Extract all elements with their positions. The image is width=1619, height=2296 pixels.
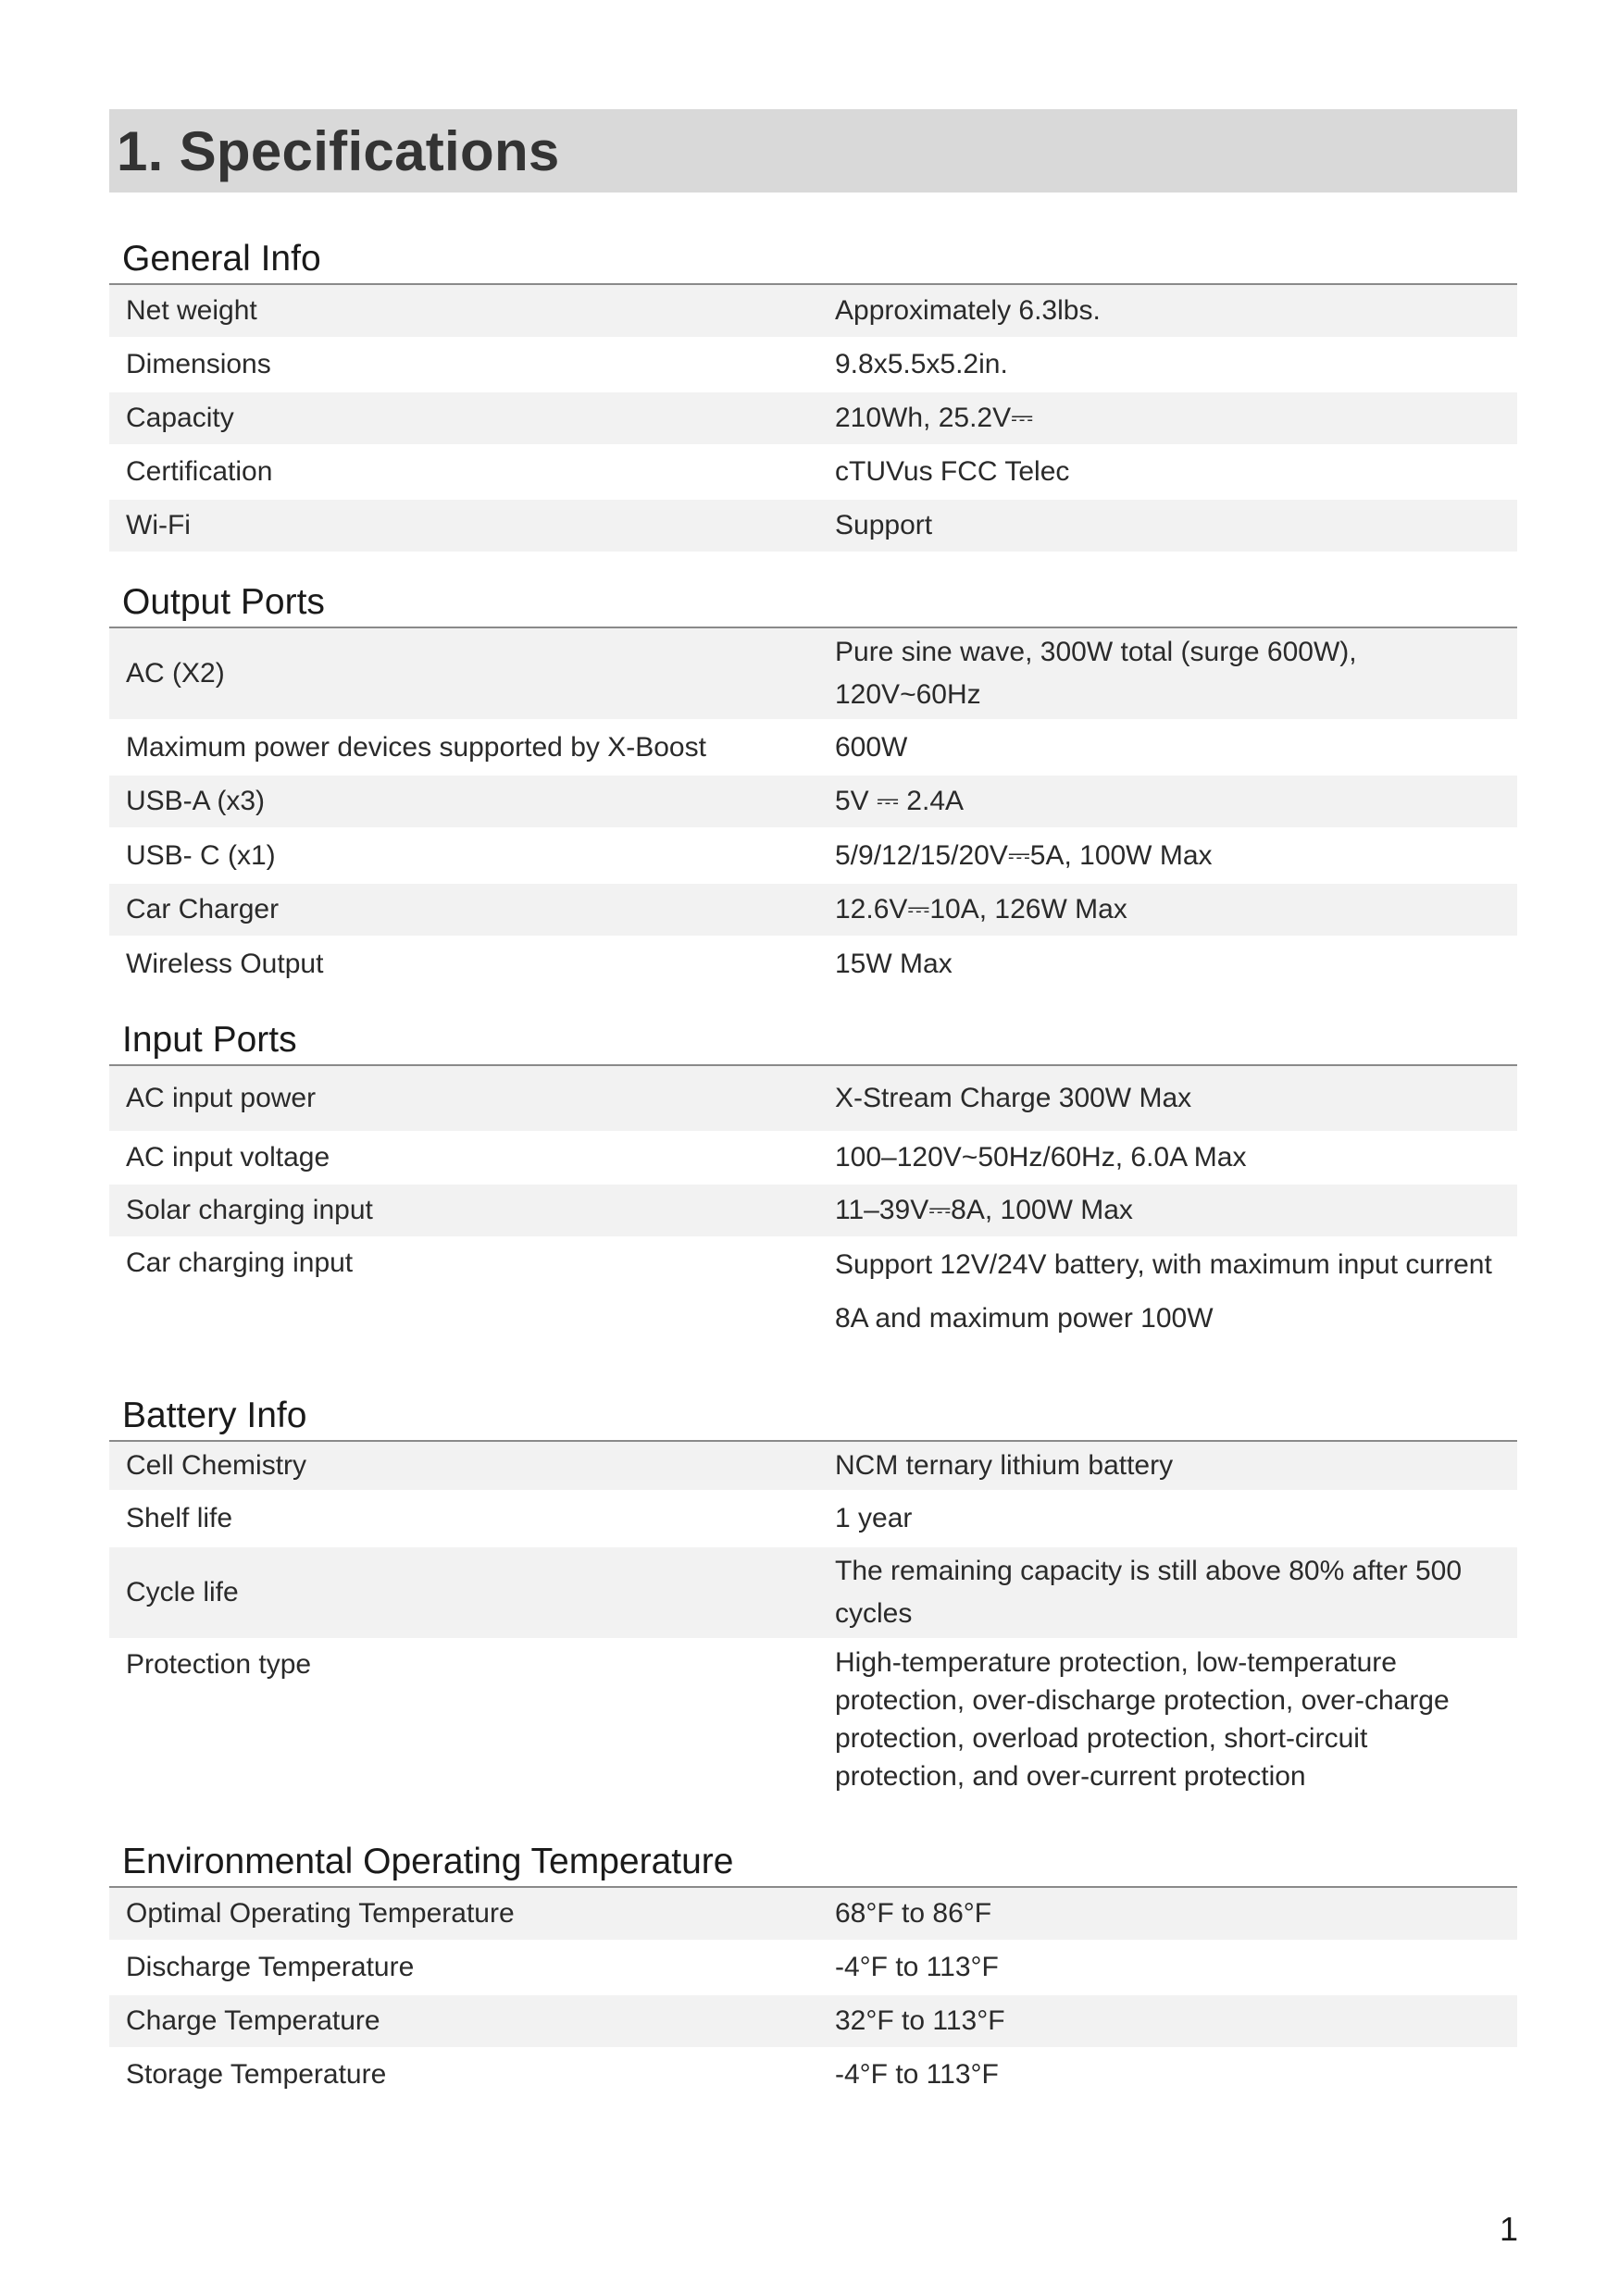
row-label: Certification: [126, 456, 273, 487]
table-row: [109, 1066, 1517, 1133]
row-label: AC input power: [126, 1083, 317, 1113]
section-heading: Output Ports: [109, 578, 1517, 628]
table-row: [109, 1133, 1517, 1185]
row-label: Wireless Output: [126, 948, 324, 979]
table-row: [109, 721, 1517, 776]
section-general-info: [109, 235, 1517, 553]
row-value: 11–39V⎓8A, 100W Max: [835, 1195, 1133, 1225]
section-heading: Environmental Operating Temperature: [109, 1838, 1517, 1888]
section-heading: Input Ports: [109, 1016, 1517, 1066]
row-value: X-Stream Charge 300W Max: [835, 1083, 1192, 1113]
row-value: 210Wh, 25.2V⎓: [835, 403, 1034, 433]
row-label: Dimensions: [126, 349, 271, 379]
row-label: Car charging input: [126, 1247, 354, 1278]
title-bar: [109, 109, 1517, 192]
table-row: [109, 1995, 1517, 2049]
row-label: Wi-Fi: [126, 510, 191, 540]
page-title: 1. Specifications: [117, 119, 560, 182]
row-value: -4°F to 113°F: [835, 2059, 999, 2090]
row-value: 68°F to 86°F: [835, 1898, 992, 1929]
row-label: Charge Temperature: [126, 2005, 380, 2036]
row-value: -4°F to 113°F: [835, 1952, 999, 1982]
section-environmental-temperature: [109, 1838, 1517, 2103]
table-row: [109, 937, 1517, 992]
row-label: Optimal Operating Temperature: [126, 1898, 515, 1929]
page-number: 1: [1500, 2210, 1519, 2248]
row-label: Storage Temperature: [126, 2059, 387, 2090]
section-output-ports: [109, 578, 1517, 992]
table-row: [109, 628, 1517, 721]
table-row: [109, 1492, 1517, 1547]
table-row: [109, 1547, 1517, 1640]
table-row: [109, 884, 1517, 937]
row-value: 5/9/12/15/20V⎓5A, 100W Max: [835, 839, 1213, 871]
row-value: 32°F to 113°F: [835, 2005, 1005, 2036]
row-label: AC (X2): [126, 658, 225, 689]
row-value: Pure sine wave, 300W total (surge 600W), 120V~60Hz: [835, 637, 1357, 710]
row-label: AC input voltage: [126, 1142, 330, 1173]
table-row: [109, 1640, 1517, 1803]
table-row: [109, 1888, 1517, 1942]
row-value: NCM ternary lithium battery: [835, 1450, 1174, 1481]
row-label: Capacity: [126, 403, 234, 433]
row-label: USB- C (x1): [126, 839, 276, 871]
row-value: Approximately 6.3lbs.: [835, 295, 1101, 326]
row-label: Cell Chemistry: [126, 1450, 307, 1481]
row-value: High-temperature protection, low-temperature protection, over-discharge protection, over-charge protection, overload protection, short-circuit protection, and over-current protection: [835, 1647, 1450, 1792]
table-row: [109, 776, 1517, 829]
row-value: 12.6V⎓10A, 126W Max: [835, 894, 1127, 925]
table-row: [109, 2049, 1517, 2103]
section-heading: Battery Info: [109, 1392, 1517, 1442]
table-row: [109, 285, 1517, 339]
table-row: [109, 1185, 1517, 1238]
row-label: Car Charger: [126, 894, 280, 925]
row-value: 9.8x5.5x5.2in.: [835, 349, 1008, 379]
row-value: cTUVus FCC Telec: [835, 456, 1070, 487]
section-heading: General Info: [109, 235, 1517, 285]
row-value: 100–120V~50Hz/60Hz, 6.0A Max: [835, 1142, 1247, 1173]
row-label: Cycle life: [126, 1577, 239, 1607]
row-label: Net weight: [126, 295, 257, 326]
row-label: Shelf life: [126, 1503, 233, 1533]
table-row: [109, 1238, 1517, 1349]
row-label: Protection type: [126, 1649, 312, 1680]
table-row: [109, 446, 1517, 500]
table-row: [109, 339, 1517, 392]
table-row: [109, 1442, 1517, 1492]
row-label: Solar charging input: [126, 1195, 373, 1225]
section-input-ports: [109, 1016, 1517, 1349]
row-value: 5V ⎓ 2.4A: [835, 786, 965, 816]
row-value: 600W: [835, 731, 908, 763]
row-value: Support 12V/24V battery, with maximum input current 8A and maximum power 100W: [835, 1249, 1492, 1334]
section-battery-info: [109, 1392, 1517, 1803]
row-value: Support: [835, 510, 933, 540]
row-label: USB-A (x3): [126, 786, 266, 816]
table-row: [109, 1942, 1517, 1995]
row-value: 15W Max: [835, 948, 953, 979]
table-row: [109, 392, 1517, 446]
table-row: [109, 829, 1517, 884]
table-row: [109, 500, 1517, 553]
row-label: Maximum power devices supported by X-Boost: [126, 731, 706, 763]
row-value: The remaining capacity is still above 80% after 500 cycles: [835, 1556, 1463, 1629]
row-label: Discharge Temperature: [126, 1952, 415, 1982]
row-value: 1 year: [835, 1503, 913, 1533]
